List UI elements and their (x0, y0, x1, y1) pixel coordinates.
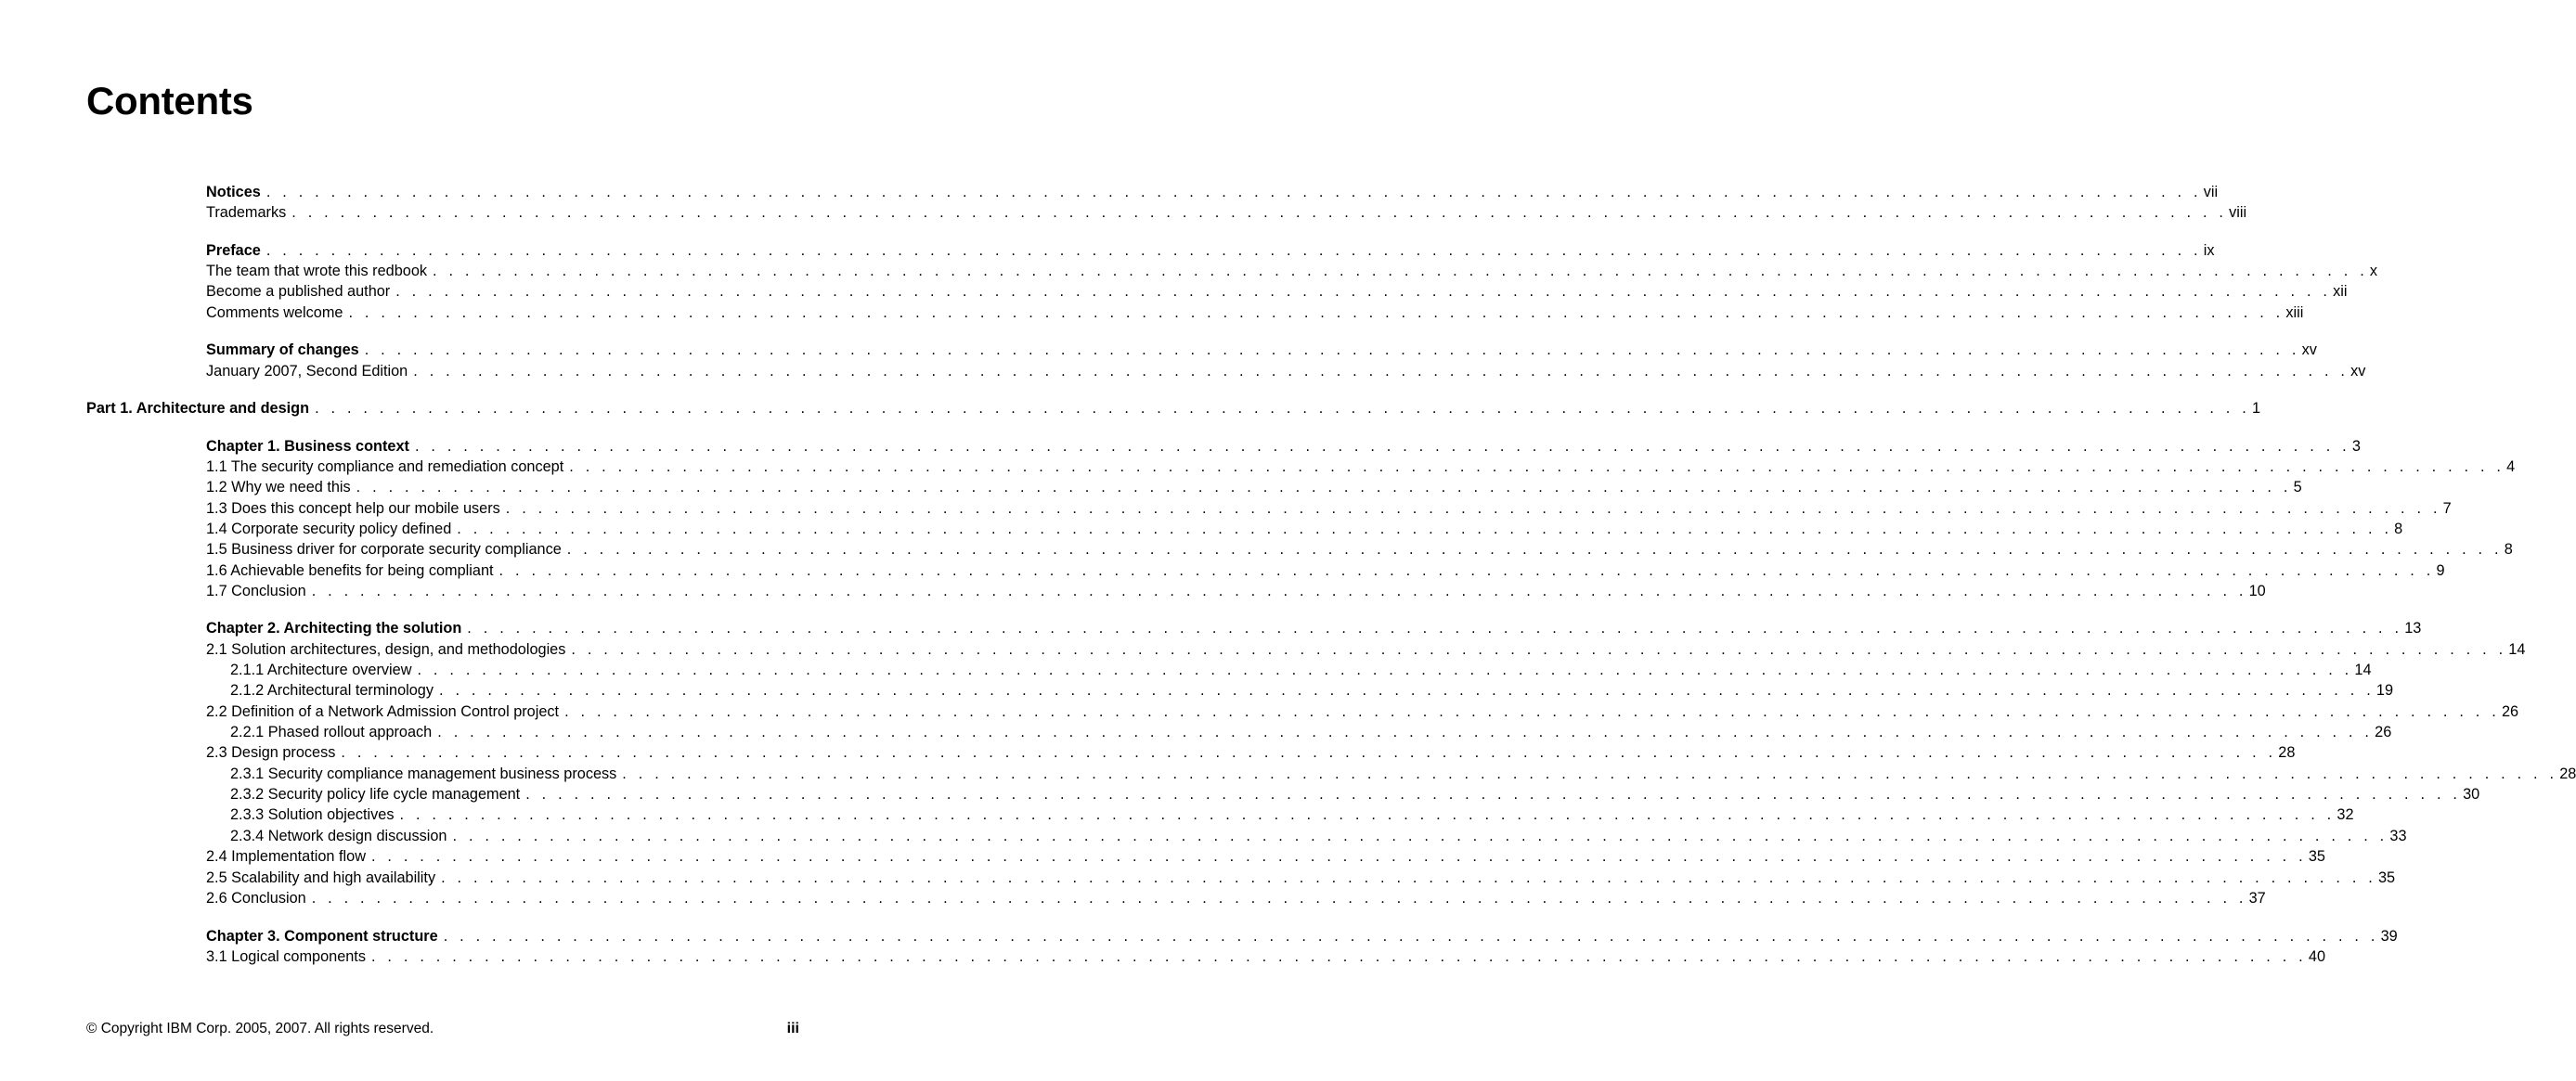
toc-leader-dots: . . . . . . . . . . . . . . . . . . . . . . . . . . . . . . . . . . . . . . . . . . . . . . . . . . . . . . . . . . . . . . . . . . . . . . . . . . . . . . . . . . . . . . . . . . . . . . . . . . . . . . . . . . . . . . . . . . . . . . . . (291, 204, 2228, 221)
toc-leader-dots: . . . . . . . . . . . . . . . . . . . . . . . . . . . . . . . . . . . . . . . . . . . . . . . . . . . . . . . . . . . . . . . . . . . . . . . . . . . . . . . . . . . . . . . . . . . . . . . . . . . . . . . . . . . . . . . . . . . . . . . . (356, 479, 2292, 495)
toc-entry[interactable] (206, 580, 2266, 600)
toc-entry[interactable] (206, 925, 2398, 946)
toc-entry-page: 35 (2378, 869, 2396, 886)
toc-entry-page: 9 (2436, 562, 2445, 579)
toc-entry[interactable] (230, 721, 2392, 741)
page-title: Contents (86, 79, 253, 122)
toc-leader-dots: . . . . . . . . . . . . . . . . . . . . . . . . . . . . . . . . . . . . . . . . . . . . . . . . . . . . . . . . . . . . . . . . . . . . . . . . . . . . . . . . . . . . . . . . . . . . . . . . . . . . . . . . . . . . . . . . . . . . . . . . (457, 521, 2393, 537)
toc-entry-page: ix (2203, 242, 2215, 259)
toc-entry[interactable] (86, 397, 2261, 418)
toc-entry[interactable] (206, 518, 2403, 538)
toc-leader-dots: . . . . . . . . . . . . . . . . . . . . . . . . . . . . . . . . . . . . . . . . . . . . . . . . . . . . . . . . . . . . . . . . . . . . . . . . . . . . . . . . . . . . . . . . . . . . . . . . . . . . . . . . . . . . . . . . . . . . . . . . (569, 458, 2505, 475)
toc-entry-label: Chapter 1. Business context (206, 438, 409, 455)
toc-entry-page: 28 (2278, 744, 2296, 761)
toc-leader-dots: . . . . . . . . . . . . . . . . . . . . . . . . . . . . . . . . . . . . . . . . . . . . . . . . . . . . . . . . . . . . . . . . . . . . . . . . . . . . . . . . . . . . . . . . . . . . . . . . . . . . . . . . . . . . . . . . . . . . . . . . (399, 806, 2336, 823)
toc-leader-dots: . . . . . . . . . . . . . . . . . . . . . . . . . . . . . . . . . . . . . . . . . . . . . . . . . . . . . . . . . . . . . . . . . . . . . . . . . . . . . . . . . . . . . . . . . . . . . . . . . . . . . . . . . . . . . . . . . . . . . . . . (525, 786, 2462, 803)
toc-entry-label: 2.2.1 Phased rollout approach (230, 724, 433, 740)
toc-entry-page: viii (2229, 204, 2247, 221)
toc-entry[interactable] (206, 497, 2452, 518)
toc-entry-page: 19 (2375, 682, 2394, 699)
toc-entry[interactable] (206, 201, 2247, 222)
toc-entry-label: 2.5 Scalability and high availability (206, 869, 436, 886)
toc-leader-dots: . . . . . . . . . . . . . . . . . . . . . . . . . . . . . . . . . . . . . . . . . . . . . . . . . . . . . . . . . . . . . . . . . . . . . . . . . . . . . . . . . . . . . . . . . . . . . . . . . . . . . . . . . . . . . . . . . . . . . . . . (571, 641, 2507, 658)
toc-entry-label: The team that wrote this redbook (206, 263, 428, 279)
toc-entry-label: 2.1.2 Architectural terminology (230, 682, 434, 699)
toc-entry-page: 7 (2442, 500, 2452, 517)
toc-entry[interactable] (230, 825, 2407, 845)
toc-entry-page: 1 (2251, 400, 2261, 417)
toc-entry-page: 13 (2404, 620, 2422, 637)
toc-leader-dots: . . . . . . . . . . . . . . . . . . . . . . . . . . . . . . . . . . . . . . . . . . . . . . . . . . . . . . . . . . . . . . . . . . . . . . . . . . . . . . . . . . . . . . . . . . . . . . . . . . . . . . . . . . . . . . . . . . . . . . . . (413, 363, 2349, 380)
toc-entry-label: 2.6 Conclusion (206, 890, 306, 907)
toc-leader-dots: . . . . . . . . . . . . . . . . . . . . . . . . . . . . . . . . . . . . . . . . . . . . . . . . . . . . . . . . . . . . . . . . . . . . . . . . . . . . . . . . . . . . . . . . . . . . . . . . . . . . . . . . . . . . . . . . . . . . . . . . (437, 724, 2374, 740)
toc-entry-page: 14 (2354, 662, 2372, 678)
toc-entry-label: 1.6 Achievable benefits for being compliant (206, 562, 494, 579)
toc-entry[interactable] (206, 560, 2445, 580)
toc-leader-dots: . . . . . . . . . . . . . . . . . . . . . . . . . . . . . . . . . . . . . . . . . . . . . . . . . . . . . . . . . . . . . . . . . . . . . . . . . . . . . . . . . . . . . . . . . . . . . . . . . . . . . . . . . . . . . . . . . . . . . . . . (364, 341, 2300, 358)
toc-entry-page: 26 (2375, 724, 2392, 740)
toc-entry-page: 40 (2308, 948, 2326, 965)
toc-entry-label: 2.3.2 Security policy life cycle management (230, 786, 521, 803)
toc-leader-dots: . . . . . . . . . . . . . . . . . . . . . . . . . . . . . . . . . . . . . . . . . . . . . . . . . . . . . . . . . . . . . . . . . . . . . . . . . . . . . . . . . . . . . . . . . . . . . . . . . . . . . . . . . . . . . . . . . . . . . . . . (311, 890, 2247, 907)
toc-entry-page: 39 (2380, 928, 2398, 945)
toc-entry[interactable] (206, 360, 2366, 380)
toc-entry-label: 3.1 Logical components (206, 948, 366, 965)
toc-entry-label: 2.4 Implementation flow (206, 848, 366, 865)
toc-entry-page: 37 (2248, 890, 2266, 907)
toc-leader-dots: . . . . . . . . . . . . . . . . . . . . . . . . . . . . . . . . . . . . . . . . . . . . . . . . . . . . . . . . . . . . . . . . . . . . . . . . . . . . . . . . . . . . . . . . . . . . . . . . . . . . . . . . . . . . . . . . . . . . . . . . (341, 744, 2277, 761)
toc-entry-label: 2.3 Design process (206, 744, 336, 761)
toc-entry[interactable] (206, 181, 2219, 201)
toc-entry[interactable] (206, 239, 2215, 260)
toc-entry-label: 1.1 The security compliance and remediation concept (206, 458, 564, 475)
toc-entry[interactable] (206, 638, 2526, 659)
toc-entry-label: Summary of changes (206, 341, 359, 358)
toc-entry[interactable] (230, 804, 2354, 824)
toc-leader-dots: . . . . . . . . . . . . . . . . . . . . . . . . . . . . . . . . . . . . . . . . . . . . . . . . . . . . . . . . . . . . . . . . . . . . . . . . . . . . . . . . . . . . . . . . . . . . . . . . . . . . . . . . . . . . . . . . . . . . . . . . (265, 184, 2202, 200)
toc-leader-dots: . . . . . . . . . . . . . . . . . . . . . . . . . . . . . . . . . . . . . . . . . . . . . . . . . . . . . . . . . . . . . . . . . . . . . . . . . . . . . . . . . . . . . . . . . . . . . . . . . . . . . . . . . . . . . . . . . . . . . . . . (395, 283, 2332, 300)
toc-leader-dots: . . . . . . . . . . . . . . . . . . . . . . . . . . . . . . . . . . . . . . . . . . . . . . . . . . . . . . . . . . . . . . . . . . . . . . . . . . . . . . . . . . . . . . . . . . . . . . . . . . . . . . . . . . . . . . . . . . . . . . . . (622, 766, 2558, 782)
toc-entry[interactable] (206, 741, 2296, 762)
toc-entry[interactable] (206, 476, 2302, 496)
toc-leader-dots: . . . . . . . . . . . . . . . . . . . . . . . . . . . . . . . . . . . . . . . . . . . . . . . . . . . . . . . . . . . . . . . . . . . . . . . . . . . . . . . . . . . . . . . . . . . . . . . . . . . . . . . . . . . . . . . . . . . . . . . . (443, 928, 2379, 945)
toc-entry[interactable] (206, 867, 2396, 887)
toc-entry[interactable] (206, 435, 2361, 456)
toc-entry[interactable] (206, 260, 2378, 280)
toc-entry-page: 8 (2394, 521, 2403, 537)
page-number: iii (786, 1021, 799, 1036)
toc-leader-dots: . . . . . . . . . . . . . . . . . . . . . . . . . . . . . . . . . . . . . . . . . . . . . . . . . . . . . . . . . . . . . . . . . . . . . . . . . . . . . . . . . . . . . . . . . . . . . . . . . . . . . . . . . . . . . . . . . . . . . . . . (441, 869, 2376, 886)
toc-entry-page: xv (2350, 363, 2366, 380)
toc-entry[interactable] (230, 679, 2394, 700)
page-footer (86, 1021, 799, 1037)
toc-entry[interactable] (206, 701, 2519, 721)
toc-entry-label: 2.3.1 Security compliance management business process (230, 766, 617, 782)
toc-entry[interactable] (230, 783, 2480, 804)
toc-entry-page: 10 (2248, 583, 2266, 599)
toc-entry-label: Become a published author (206, 283, 391, 300)
toc-entry-page: 8 (2504, 541, 2513, 558)
toc-entry-label: 2.2 Definition of a Network Admission Control project (206, 703, 560, 720)
toc-entry[interactable] (206, 456, 2516, 476)
toc-leader-dots: . . . . . . . . . . . . . . . . . . . . . . . . . . . . . . . . . . . . . . . . . . . . . . . . . . . . . . . . . . . . . . . . . . . . . . . . . . . . . . . . . . . . . . . . . . . . . . . . . . . . . . . . . . . . . . . . . . . . . . . . (452, 828, 2388, 844)
toc-leader-dots: . . . . . . . . . . . . . . . . . . . . . . . . . . . . . . . . . . . . . . . . . . . . . . . . . . . . . . . . . . . . . . . . . . . . . . . . . . . . . . . . . . . . . . . . . . . . . . . . . . . . . . . . . . . . . . . . . . . . . . . . (467, 620, 2403, 637)
toc-entry[interactable] (206, 302, 2304, 322)
toc-entry-page: 5 (2293, 479, 2302, 495)
toc-leader-dots: . . . . . . . . . . . . . . . . . . . . . . . . . . . . . . . . . . . . . . . . . . . . . . . . . . . . . . . . . . . . . . . . . . . . . . . . . . . . . . . . . . . . . . . . . . . . . . . . . . . . . . . . . . . . . . . . . . . . . . . . (439, 682, 2375, 699)
toc-entry-label: 2.3.4 Network design discussion (230, 828, 447, 844)
toc-leader-dots: . . . . . . . . . . . . . . . . . . . . . . . . . . . . . . . . . . . . . . . . . . . . . . . . . . . . . . . . . . . . . . . . . . . . . . . . . . . . . . . . . . . . . . . . . . . . . . . . . . . . . . . . . . . . . . . . . . . . . . . . (311, 583, 2247, 599)
toc-leader-dots: . . . . . . . . . . . . . . . . . . . . . . . . . . . . . . . . . . . . . . . . . . . . . . . . . . . . . . . . . . . . . . . . . . . . . . . . . . . . . . . . . . . . . . . . . . . . . . . . . . . . . . . . . . . . . . . . . . . . . . . . (315, 400, 2250, 417)
toc-entry-page: xiii (2285, 304, 2304, 321)
toc-entry-page: 30 (2463, 786, 2480, 803)
toc-entry-page: xv (2301, 341, 2317, 358)
toc-entry-label: Part 1. Architecture and design (86, 400, 310, 417)
toc-entry-page: 35 (2308, 848, 2325, 865)
copyright-notice: © Copyright IBM Corp. 2005, 2007. All rights reserved. (86, 1021, 434, 1036)
toc-entry[interactable] (206, 280, 2348, 301)
toc-entry-label: 1.5 Business driver for corporate security compliance (206, 541, 562, 558)
toc-entry-label: Notices (206, 184, 261, 200)
toc-entry-label: Preface (206, 242, 261, 259)
toc-entry-label: 2.1.1 Architecture overview (230, 662, 412, 678)
toc-leader-dots: . . . . . . . . . . . . . . . . . . . . . . . . . . . . . . . . . . . . . . . . . . . . . . . . . . . . . . . . . . . . . . . . . . . . . . . . . . . . . . . . . . . . . . . . . . . . . . . . . . . . . . . . . . . . . . . . . . . . . . . . (566, 541, 2503, 558)
toc-leader-dots: . . . . . . . . . . . . . . . . . . . . . . . . . . . . . . . . . . . . . . . . . . . . . . . . . . . . . . . . . . . . . . . . . . . . . . . . . . . . . . . . . . . . . . . . . . . . . . . . . . . . . . . . . . . . . . . . . . . . . . . . (348, 304, 2285, 321)
toc-leader-dots: . . . . . . . . . . . . . . . . . . . . . . . . . . . . . . . . . . . . . . . . . . . . . . . . . . . . . . . . . . . . . . . . . . . . . . . . . . . . . . . . . . . . . . . . . . . . . . . . . . . . . . . . . . . . . . . . . . . . . . . . (433, 263, 2368, 279)
toc-leader-dots: . . . . . . . . . . . . . . . . . . . . . . . . . . . . . . . . . . . . . . . . . . . . . . . . . . . . . . . . . . . . . . . . . . . . . . . . . . . . . . . . . . . . . . . . . . . . . . . . . . . . . . . . . . . . . . . . . . . . . . . . (417, 662, 2353, 678)
toc-leader-dots: . . . . . . . . . . . . . . . . . . . . . . . . . . . . . . . . . . . . . . . . . . . . . . . . . . . . . . . . . . . . . . . . . . . . . . . . . . . . . . . . . . . . . . . . . . . . . . . . . . . . . . . . . . . . . . . . . . . . . . . . (498, 562, 2435, 579)
toc-entry-label: Chapter 3. Component structure (206, 928, 438, 945)
toc-entry[interactable] (206, 538, 2513, 559)
toc-entry-label: Chapter 2. Architecting the solution (206, 620, 462, 637)
toc-entry-page: x (2369, 263, 2378, 279)
toc-entry-page: 28 (2559, 766, 2576, 782)
toc-entry[interactable] (206, 946, 2326, 966)
toc-entry-label: 1.2 Why we need this (206, 479, 351, 495)
toc-leader-dots: . . . . . . . . . . . . . . . . . . . . . . . . . . . . . . . . . . . . . . . . . . . . . . . . . . . . . . . . . . . . . . . . . . . . . . . . . . . . . . . . . . . . . . . . . . . . . . . . . . . . . . . . . . . . . . . . . . . . . . . . (505, 500, 2441, 517)
toc-entry-page: 3 (2351, 438, 2361, 455)
toc-entry[interactable] (206, 339, 2317, 359)
toc-entry[interactable] (206, 845, 2325, 866)
toc-entry-page: 4 (2506, 458, 2516, 475)
toc-entry-label: 1.7 Conclusion (206, 583, 306, 599)
toc-entry-page: xii (2333, 283, 2348, 300)
toc-entry[interactable] (206, 617, 2422, 637)
toc-leader-dots: . . . . . . . . . . . . . . . . . . . . . . . . . . . . . . . . . . . . . . . . . . . . . . . . . . . . . . . . . . . . . . . . . . . . . . . . . . . . . . . . . . . . . . . . . . . . . . . . . . . . . . . . . . . . . . . . . . . . . . . . (265, 242, 2202, 259)
toc-leader-dots: . . . . . . . . . . . . . . . . . . . . . . . . . . . . . . . . . . . . . . . . . . . . . . . . . . . . . . . . . . . . . . . . . . . . . . . . . . . . . . . . . . . . . . . . . . . . . . . . . . . . . . . . . . . . . . . . . . . . . . . . (370, 848, 2307, 865)
toc-entry[interactable] (230, 763, 2576, 783)
toc-entry[interactable] (206, 887, 2266, 907)
toc-entry-page: 33 (2389, 828, 2407, 844)
toc-entry-label: Trademarks (206, 204, 287, 221)
toc-entry-label: Comments welcome (206, 304, 343, 321)
toc-entry-label: January 2007, Second Edition (206, 363, 408, 380)
toc-leader-dots: . . . . . . . . . . . . . . . . . . . . . . . . . . . . . . . . . . . . . . . . . . . . . . . . . . . . . . . . . . . . . . . . . . . . . . . . . . . . . . . . . . . . . . . . . . . . . . . . . . . . . . . . . . . . . . . . . . . . . . . . (414, 438, 2350, 455)
toc-entry-label: 2.3.3 Solution objectives (230, 806, 395, 823)
toc-entry-label: 1.4 Corporate security policy defined (206, 521, 452, 537)
toc-entry-page: 32 (2337, 806, 2354, 823)
toc-entry-page: 14 (2508, 641, 2526, 658)
toc-entry-label: 1.3 Does this concept help our mobile users (206, 500, 500, 517)
toc-entry[interactable] (230, 659, 2372, 679)
toc-leader-dots: . . . . . . . . . . . . . . . . . . . . . . . . . . . . . . . . . . . . . . . . . . . . . . . . . . . . . . . . . . . . . . . . . . . . . . . . . . . . . . . . . . . . . . . . . . . . . . . . . . . . . . . . . . . . . . . . . . . . . . . . (370, 948, 2307, 965)
toc-entry-page: 26 (2501, 703, 2519, 720)
toc-entry-page: vii (2203, 184, 2219, 200)
toc-leader-dots: . . . . . . . . . . . . . . . . . . . . . . . . . . . . . . . . . . . . . . . . . . . . . . . . . . . . . . . . . . . . . . . . . . . . . . . . . . . . . . . . . . . . . . . . . . . . . . . . . . . . . . . . . . . . . . . . . . . . . . . . (564, 703, 2500, 720)
toc-entry-label: 2.1 Solution architectures, design, and methodologies (206, 641, 566, 658)
